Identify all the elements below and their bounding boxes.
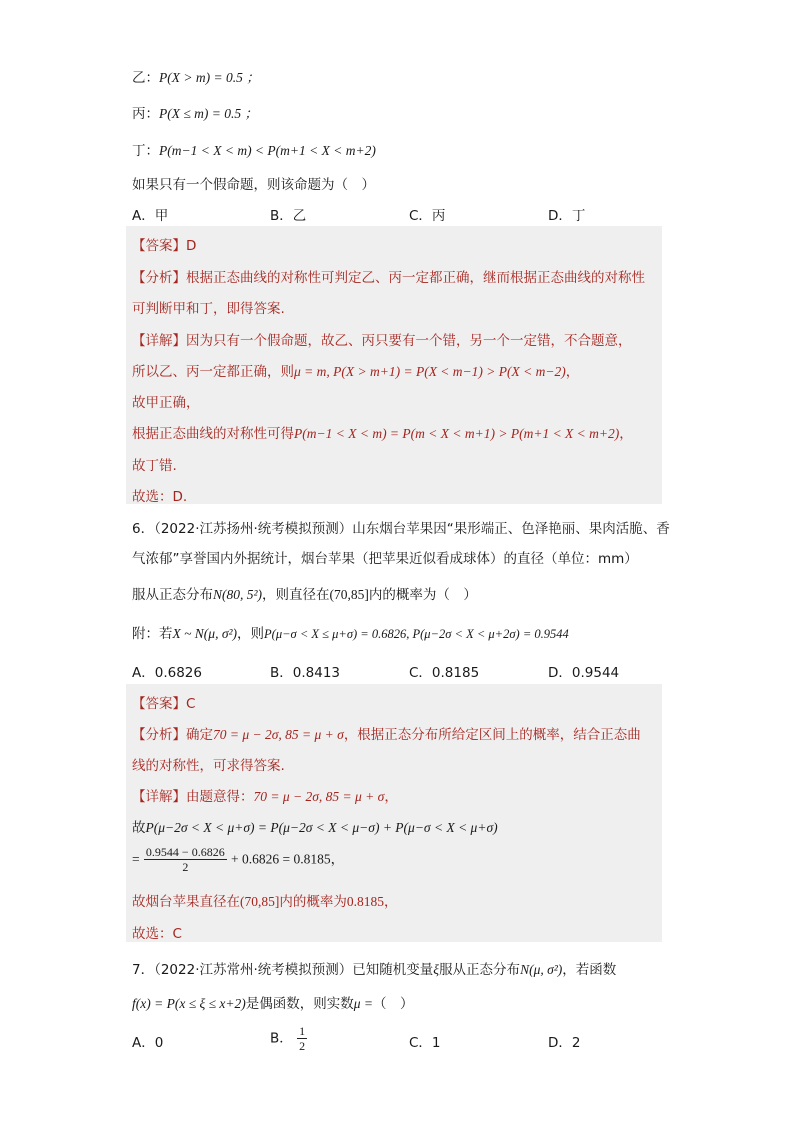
- option-label: B．: [270, 1030, 293, 1047]
- q6-stem-line2: 气浓郁”享誉国内外据统计，烟台苹果（把苹果近似看成球体）的直径（单位：mm）: [132, 551, 638, 567]
- q5-answer: [132, 234, 196, 254]
- option-a: A．0.6826: [132, 665, 202, 681]
- option-b: B．0.8413: [270, 665, 340, 681]
- option-c: C．1: [409, 1035, 441, 1051]
- q6-stem-line1: 6．（2022·江苏扬州·统考模拟预测）山东烟台苹果因“果形端正、色泽艳丽、果肉活脆、香: [132, 521, 670, 537]
- detail-punct: ，: [384, 894, 398, 910]
- detail-value: 0.8185: [346, 894, 384, 909]
- proposition-bing: [132, 102, 258, 122]
- option-c: C．丙: [409, 208, 446, 224]
- stem-math: N(80, 5²): [213, 587, 263, 602]
- detail-math: μ = m, P(X > m+1) = P(X < m−1) > P(X < m−2): [294, 364, 566, 379]
- question-prompt: 如果只有一个假命题，则该命题为（ ）: [132, 177, 375, 193]
- detail-math: 70 = μ − 2σ, 85 = μ + σ: [253, 789, 385, 804]
- q6-detail-line3: [132, 845, 344, 874]
- q7-stem-line2: [132, 992, 414, 1012]
- proposition-expression: P(m−1 < X < m) < P(m+1 < X < m+2): [159, 143, 376, 158]
- note-text: 附：若: [132, 626, 173, 642]
- proposition-expression: P(X ≤ m) = 0.5 ；: [159, 106, 259, 121]
- analysis-tag: 【分析】: [132, 270, 186, 286]
- stem-math: N(μ, σ²): [520, 962, 563, 977]
- fraction-numerator: 1: [299, 1024, 306, 1038]
- q6-stem-line3: [132, 583, 477, 603]
- detail-tag: 【详解】: [132, 789, 186, 805]
- answer-tag: 【答案】: [132, 238, 186, 254]
- stem-text: 服从正态分布: [132, 587, 213, 603]
- stem-text: 7．（2022·江苏常州·统考模拟预测）已知随机变量: [132, 962, 434, 978]
- analysis-text: 确定: [186, 727, 213, 743]
- proposition-label: 丙：: [132, 106, 159, 122]
- option-d: D．丁: [548, 208, 586, 224]
- stem-text: 是偶函数，则实数: [245, 996, 354, 1012]
- fraction-denominator: 2: [299, 1039, 306, 1053]
- detail-text: 内的概率为: [279, 894, 347, 910]
- detail-punct: ，: [384, 789, 398, 805]
- option-d: D．2: [548, 1035, 581, 1051]
- stem-text: ，若函数: [562, 962, 617, 978]
- stem-interval: (70,85]: [329, 587, 369, 602]
- detail-math: P(m−1 < X < m) = P(m < X < m+1) > P(m+1 < X < m+2): [294, 426, 620, 441]
- analysis-tag: 【分析】: [132, 727, 186, 743]
- detail-math: =: [132, 851, 140, 867]
- detail-punct: ，: [565, 364, 580, 380]
- option-a: A．0: [132, 1035, 164, 1051]
- q5-detail-line5: 故丁错.: [132, 458, 177, 474]
- stem-math: μ =: [353, 996, 374, 1011]
- detail-text: 因为只有一个假命题，故乙、丙只要有一个错，另一个一定错，不合题意，: [186, 333, 632, 349]
- stem-math: f(x) = P(x ≤ ξ ≤ x+2): [132, 996, 246, 1011]
- q6-detail-line4: [132, 890, 398, 910]
- detail-text: 故: [132, 820, 146, 836]
- q5-analysis-line2: 可判断甲和丁，即得答案.: [132, 301, 285, 317]
- stem-text: 内的概率为（ ）: [368, 587, 477, 603]
- analysis-math: 70 = μ − 2σ, 85 = μ + σ: [213, 727, 344, 742]
- stem-text: ，则直径在: [262, 587, 330, 603]
- stem-math: ξ: [433, 962, 440, 977]
- note-text: ，则: [237, 626, 265, 642]
- option-b: [270, 1024, 307, 1053]
- detail-text: 故烟台苹果直径在: [132, 894, 240, 910]
- q6-detail-line5: 故选：C: [132, 926, 182, 942]
- option-a: A．甲: [132, 208, 169, 224]
- q6-detail-line2: [132, 816, 498, 836]
- detail-interval: (70,85]: [240, 894, 280, 909]
- option-b: B．乙: [270, 208, 307, 224]
- proposition-ding: [132, 139, 376, 159]
- option-c: C．0.8185: [409, 665, 480, 681]
- q6-note: [132, 622, 569, 642]
- q5-analysis-line1: [132, 266, 645, 286]
- option-d: D．0.9544: [548, 665, 620, 681]
- answer-text: D: [186, 238, 197, 254]
- note-math: X ~ N(μ, σ²): [172, 626, 238, 641]
- stem-text: （ ）: [373, 996, 414, 1012]
- q6-analysis-line2: 线的对称性，可求得答案.: [132, 758, 285, 774]
- q5-detail-line6: 故选：D.: [132, 489, 188, 505]
- proposition-yi: [132, 66, 260, 86]
- analysis-text: 根据正态曲线的对称性可判定乙、丙一定都正确，继而根据正态曲线的对称性: [186, 270, 645, 286]
- q6-answer: [132, 692, 195, 712]
- answer-text: C: [186, 696, 196, 712]
- fraction: [297, 1024, 307, 1053]
- q7-stem-line1: [132, 958, 616, 978]
- detail-text: 由题意得：: [186, 789, 254, 805]
- q5-detail-line2: [132, 360, 579, 380]
- proposition-label: 丁：: [132, 143, 159, 159]
- q5-detail-line4: [132, 422, 633, 442]
- detail-math: P(μ−2σ < X < μ+σ) = P(μ−2σ < X < μ−σ) + P(μ−σ < X < μ+σ): [145, 820, 498, 835]
- detail-punct: ，: [619, 426, 633, 442]
- q5-detail-line1: [132, 329, 632, 349]
- answer-tag: 【答案】: [132, 696, 186, 712]
- detail-punct: ，: [330, 851, 345, 868]
- fraction: [144, 845, 227, 874]
- q5-detail-line3: 故甲正确，: [132, 395, 200, 411]
- q6-detail-line1: [132, 785, 398, 805]
- stem-text: 服从正态分布: [439, 962, 521, 978]
- note-math: P(μ−σ < X ≤ μ+σ) = 0.6826, P(μ−2σ < X < μ+2σ) = 0.9544: [264, 627, 569, 641]
- analysis-text: ，根据正态分布所给定区间上的概率，结合正态曲: [343, 727, 641, 743]
- fraction-numerator: 0.9544 − 0.6826: [145, 845, 225, 859]
- detail-math: + 0.6826 = 0.8185: [231, 851, 331, 867]
- proposition-label: 乙：: [132, 70, 159, 86]
- proposition-expression: P(X > m) = 0.5 ；: [159, 70, 260, 85]
- detail-text: 根据正态曲线的对称性可得: [132, 426, 294, 442]
- fraction-denominator: 2: [182, 860, 189, 874]
- detail-tag: 【详解】: [132, 333, 186, 349]
- q6-analysis-line1: [132, 723, 641, 743]
- detail-text: 所以乙、丙一定都正确，则: [132, 364, 294, 380]
